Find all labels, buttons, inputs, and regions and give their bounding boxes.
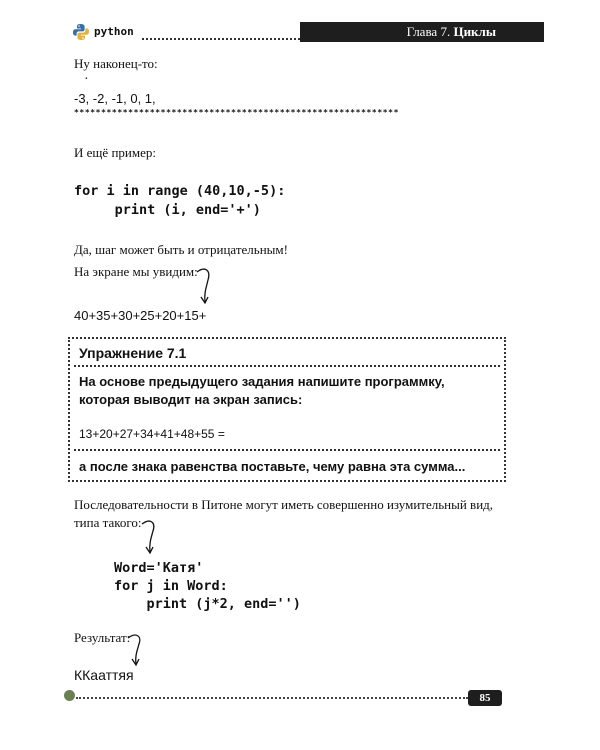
page-header [72, 22, 544, 44]
chapter-prefix: Глава 7. [406, 24, 451, 39]
code2-line-2: for j in Word: [114, 578, 228, 594]
star-line: ************************************************************ [74, 108, 399, 117]
exercise-text-line-3: а после знака равенства поставьте, чему равна эта сумма... [79, 459, 466, 474]
exercise-box [68, 337, 506, 482]
output-countdown: 40+35+30+25+20+15+ [74, 308, 207, 323]
paragraph-negative-step: Да, шаг может быть и отрицательным! [74, 242, 288, 257]
code2-line-3: print (j*2, end='') [114, 596, 301, 612]
logo-text: python [94, 25, 134, 38]
exercise-title: Упражнение 7.1 [79, 345, 187, 361]
code2-line-1: Word='Катя' [114, 560, 204, 576]
paragraph-we-see: На экране мы увидим: [74, 264, 198, 279]
page-number: 85 [468, 690, 502, 706]
exercise-text-line-2: которая выводит на экран запись: [79, 392, 303, 407]
code-line-2: print (i, end='+') [74, 202, 261, 218]
paragraph-finally: Ну наконец-то: [74, 56, 158, 71]
sequence-output-1: -3, -2, -1, 0, 1, [74, 91, 156, 106]
header-dotted-line [142, 38, 300, 40]
curved-arrow-icon-2 [140, 516, 160, 556]
footer-dotted-line [76, 697, 468, 699]
footer-dot [64, 690, 75, 701]
exercise-text-line-1: На основе предыдущего задания напишите программку, [79, 374, 445, 389]
curved-arrow-icon [195, 264, 215, 306]
code-line-1: for i in range (40,10,-5): [74, 183, 286, 199]
bullet-mark: · [84, 72, 89, 87]
exercise-title-divider [74, 365, 500, 367]
exercise-sequence: 13+20+27+34+41+48+55 = [79, 427, 225, 441]
chapter-bar [300, 22, 544, 42]
curved-arrow-icon-3 [126, 630, 146, 668]
output-katya: ККааттяя [74, 667, 134, 683]
paragraph-result: Результат: [74, 630, 131, 645]
paragraph-another-example: И ещё пример: [74, 145, 156, 160]
chapter-title: Циклы [453, 24, 496, 39]
exercise-divider [74, 449, 500, 451]
python-logo-icon [72, 23, 90, 41]
paragraph-sequences: Последовательности в Питоне могут иметь совершенно изумительный вид, [74, 497, 494, 512]
paragraph-like-this: типа такого: [74, 515, 142, 530]
